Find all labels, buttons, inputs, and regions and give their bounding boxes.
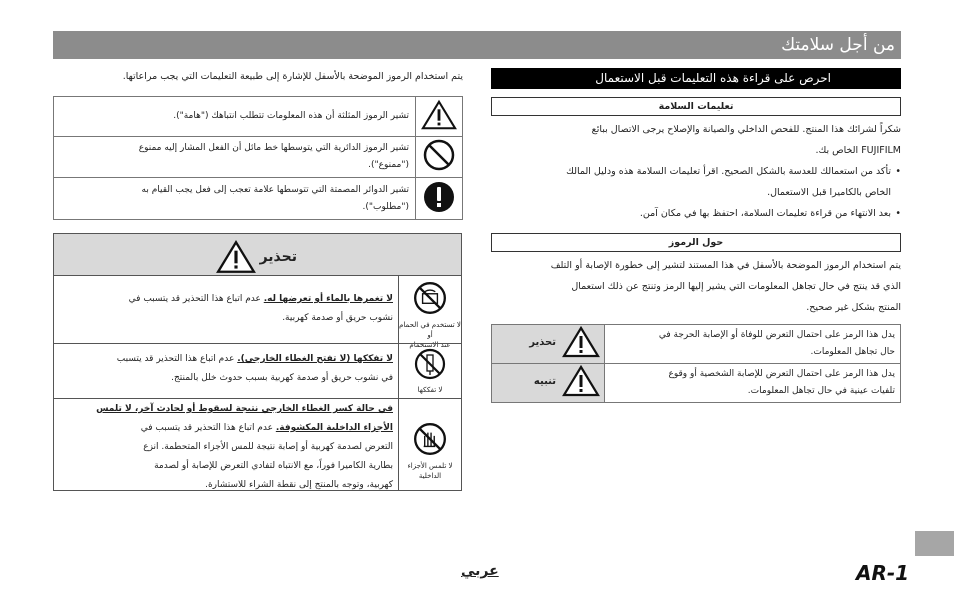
left-intro: يتم استخدام الرموز الموضحة بالأسفل للإشارة إلى طبيعة التعليمات التي يجب مراعاتها.	[122, 71, 463, 82]
warning-label-cell	[492, 325, 605, 364]
warning-triangle-icon	[562, 326, 600, 358]
prohibited-desc-line1: تشير الرموز الدائرية التي يتوسطها خط مائل أن الفعل المشار إليه ممنوع	[138, 143, 409, 153]
safety-intro	[491, 119, 901, 161]
page-number: AR-1	[856, 561, 910, 585]
no-touch-hand-icon	[412, 421, 448, 457]
read-before-use-bar	[491, 68, 901, 89]
warning-item-line2: التعرض لصدمة كهربية أو إصابة نتيجة للمس الأجزاء المتحطمة. انزع	[143, 442, 393, 452]
important-desc-cell	[54, 97, 416, 137]
bullet-dot: •	[895, 166, 901, 177]
language-label: عربي	[461, 563, 499, 579]
important-triangle-icon	[421, 99, 457, 131]
page-title-bar	[53, 31, 901, 59]
safety-bullets	[491, 161, 901, 224]
bullet-item	[491, 203, 901, 224]
symbols-line3: المنتج بشكل غير صحيح.	[806, 302, 901, 313]
bullet-dot: •	[895, 208, 901, 219]
required-icon-cell	[416, 178, 463, 220]
safety-intro-line1: شكراً لشرائك هذا المنتج. للفحص الداخلي والصيانة والإصلاح يرجى الاتصال ببائع	[591, 124, 901, 135]
prohibited-icon-cell	[416, 137, 463, 178]
bullet-item	[491, 161, 901, 203]
warning-item-text	[54, 399, 399, 497]
warning-item	[54, 343, 461, 399]
no-water-caption1: لا تستخدم في الحمام أو	[399, 321, 461, 339]
warning-label: تحذير	[529, 336, 556, 348]
warning-item-bold: لا تفككها (لا تفتح الغطاء الخارجي).	[237, 354, 393, 364]
warning-item-text	[54, 344, 399, 390]
caution-triangle-icon	[562, 365, 600, 397]
no-disassemble-caption: لا تفككها	[417, 386, 443, 394]
table-row	[492, 364, 901, 403]
warning-item-line1: عدم اتباع هذا التحذير قد يتسبب في	[140, 423, 276, 433]
warning-desc-cell	[605, 325, 901, 364]
required-desc-line1: تشير الدوائر المصمتة التي تتوسطها علامة تعجب إلى فعل يجب القيام به	[141, 184, 409, 195]
bullet2-text: بعد الانتهاء من قراءة تعليمات السلامة، احتفظ بها في مكان آمن.	[639, 208, 891, 219]
warning-item-line3: بطارية الكاميرا فوراً، مع الانتباه لتفادي التعرض للإصابة أو لصدمة	[154, 461, 393, 471]
no-water-caption2: عند الاستحمام	[409, 341, 451, 349]
warning-item-bold2: الأجزاء الداخلية المكشوفة.	[275, 423, 393, 433]
warning-item-line2: نشوب حريق أو صدمة كهربية.	[282, 313, 393, 323]
symbols-table	[491, 324, 901, 403]
warning-box-title: تحذير	[259, 249, 297, 265]
warning-item-line2: في نشوب حريق أو صدمة كهربية بسبب حدوث خلل بالمنتج.	[171, 373, 393, 383]
warning-item-line1: عدم اتباع هذا التحذير قد يتسبب	[116, 354, 238, 364]
symbols-line2: الذي قد ينتج في حال تجاهل المعلومات التي يشير إليها الرمز وتنتج عن ذلك استعمال	[571, 281, 901, 292]
table-row	[54, 137, 463, 178]
prohibited-desc-line2: ("ممنوع").	[368, 160, 409, 170]
caution-desc-line1: يدل هذا الرمز على احتمال التعرض للإصابة الشخصية أو وقوع	[668, 369, 895, 379]
table-row	[54, 97, 463, 137]
caution-label: تنبيه	[533, 375, 556, 387]
safety-instructions-heading: تعليمات السلامة	[491, 97, 901, 116]
no-touch-caption: لا تلمس الأجزاء الداخلية	[407, 462, 453, 480]
warning-box-header	[54, 234, 461, 276]
table-row	[492, 325, 901, 364]
page-title: من أجل سلامتك	[781, 35, 895, 55]
prohibited-circle-icon	[422, 138, 456, 172]
read-before-use-title: احرص على قراءة هذه التعليمات قبل الاستعمال	[595, 71, 831, 85]
required-desc-cell	[54, 178, 416, 220]
caution-desc-cell	[605, 364, 901, 403]
about-symbols-heading: حول الرموز	[491, 233, 901, 252]
no-touch-icon-cell	[398, 399, 461, 491]
warning-item-text	[54, 276, 399, 330]
about-symbols-text	[491, 255, 901, 318]
table-row	[54, 178, 463, 220]
warning-box	[53, 233, 462, 491]
no-water-icon-cell	[398, 276, 461, 349]
warning-desc-line2: حال تجاهل المعلومات.	[810, 347, 895, 357]
required-desc-line2: ("مطلوب").	[362, 201, 409, 212]
bullet1-line1: تأكد من استعمالك للعدسة بالشكل الصحيح. اقرأ تعليمات السلامة هذه ودليل المالك	[566, 166, 891, 177]
important-desc-line1: تشير الرموز المثلثة أن هذه المعلومات تتطلب انتباهك ("هامة").	[173, 111, 409, 121]
symbol-legend-table	[53, 96, 463, 220]
warning-item-bold: لا تغمرها بالماء أو تعرضها له.	[263, 294, 393, 304]
no-water-icon	[412, 280, 448, 316]
symbols-line1: يتم استخدام الرموز الموضحة بالأسفل في هذا المستند لتشير إلى خطورة الإصابة أو التلف	[550, 260, 901, 271]
warning-item-line4: كهربية، وتوجه بالمنتج إلى نقطة الشراء للاستشارة.	[205, 480, 393, 490]
warning-desc-line1: يدل هذا الرمز على احتمال التعرض للوفاة أو الإصابة الحرجة في	[658, 330, 895, 340]
warning-item	[54, 275, 461, 349]
warning-triangle-icon	[216, 240, 256, 274]
warning-item-line1: عدم اتباع هذا التحذير قد يتسبب في	[128, 294, 264, 304]
caution-desc-line2: تلفيات عينية في حال تجاهل المعلومات.	[747, 386, 895, 396]
warning-item	[54, 398, 461, 491]
mandatory-exclamation-icon	[422, 180, 456, 214]
section-tab-marker	[915, 531, 954, 556]
warning-item-bold: في حالة كسر الغطاء الخارجي نتيجة لسقوط أو لحادث آخر، لا تلمس	[96, 404, 393, 414]
no-disassemble-icon	[413, 347, 447, 381]
safety-intro-line2: FUJIFILM الخاص بك.	[815, 145, 901, 156]
caution-label-cell	[492, 364, 605, 403]
important-icon-cell	[416, 97, 463, 137]
bullet1-line2: الخاص بالكاميرا قبل الاستعمال.	[767, 187, 891, 198]
no-disassemble-icon-cell	[398, 344, 461, 399]
prohibited-desc-cell	[54, 137, 416, 178]
